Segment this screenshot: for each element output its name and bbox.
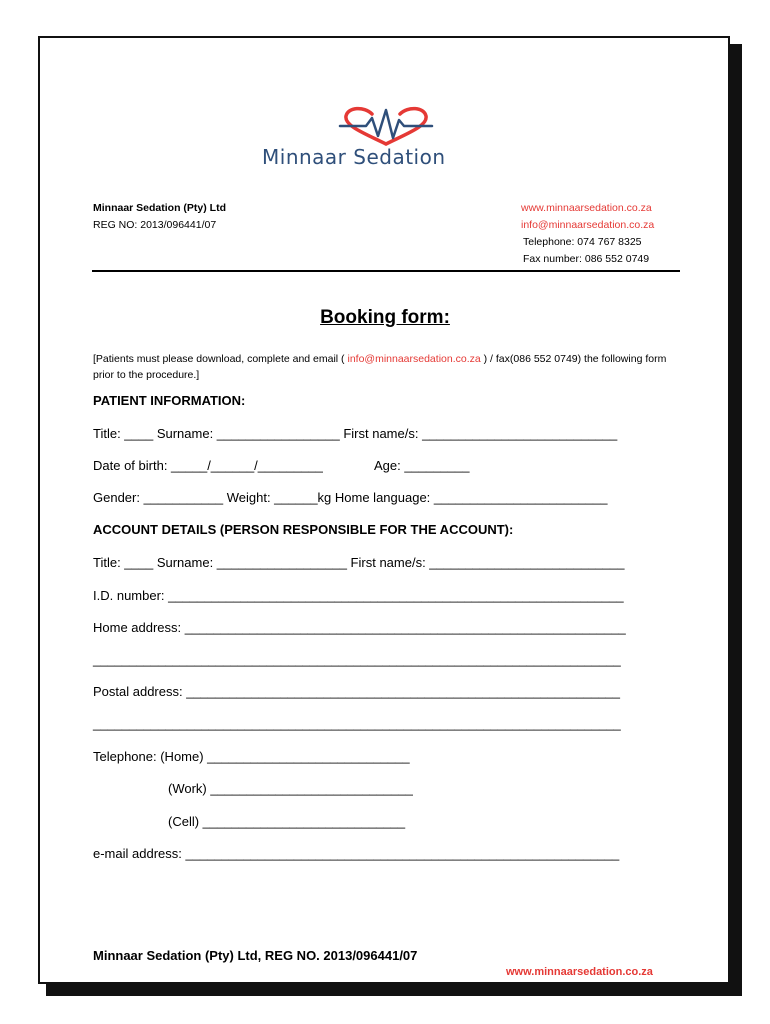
page-border xyxy=(38,36,730,984)
company-telephone: Telephone: 074 767 8325 xyxy=(523,236,642,248)
patient-heading: PATIENT INFORMATION: xyxy=(93,393,246,408)
company-website-link[interactable]: www.minnaarsedation.co.za xyxy=(521,202,652,214)
heart-pulse-icon xyxy=(336,104,436,148)
account-id-line[interactable]: I.D. number: _______________________________________________________________ xyxy=(93,588,624,603)
footer-website-link[interactable]: www.minnaarsedation.co.za xyxy=(506,966,653,978)
account-heading: ACCOUNT DETAILS (PERSON RESPONSIBLE FOR THE ACCOUNT): xyxy=(93,522,514,537)
patient-dob-line[interactable]: Date of birth: _____/______/_________ xyxy=(93,458,323,473)
footer-text: Minnaar Sedation (Pty) Ltd, REG NO. 2013/096441/07 xyxy=(93,948,418,963)
logo-text: Minnaar Sedation xyxy=(262,145,446,169)
company-fax: Fax number: 086 552 0749 xyxy=(523,253,650,265)
note-prefix: [Patients must please download, complete and email ( xyxy=(93,353,348,365)
account-home-address-line[interactable]: Home address: _____________________________________________________________ xyxy=(93,620,626,635)
note-email-link[interactable]: info@minnaarsedation.co.za xyxy=(347,353,481,365)
form-title: Booking form: xyxy=(320,307,450,328)
patient-name-line[interactable]: Title: ____ Surname: _________________ First name/s: ___________________________ xyxy=(93,426,618,441)
company-reg: REG NO: 2013/096441/07 xyxy=(93,219,217,231)
note-suffix: ) / fax(086 552 0749) the following form prior to the procedure.] xyxy=(93,353,667,381)
instructions-note xyxy=(93,351,683,383)
company-email-link[interactable]: info@minnaarsedation.co.za xyxy=(521,219,655,231)
account-home-address-line-2[interactable]: _________________________________________________________________________ xyxy=(93,652,621,667)
account-name-line[interactable]: Title: ____ Surname: __________________ First name/s: ___________________________ xyxy=(93,555,625,570)
patient-gender-line[interactable]: Gender: ___________ Weight: ______kg Home language: ________________________ xyxy=(93,490,608,505)
telephone-home-line[interactable]: Telephone: (Home) ____________________________ xyxy=(93,749,410,764)
company-name: Minnaar Sedation (Pty) Ltd xyxy=(93,202,227,214)
telephone-cell-line[interactable]: (Cell) ____________________________ xyxy=(168,814,406,829)
header-divider xyxy=(92,270,680,272)
patient-age-line[interactable]: Age: _________ xyxy=(374,458,470,473)
telephone-work-line[interactable]: (Work) ____________________________ xyxy=(168,781,413,796)
account-postal-address-line[interactable]: Postal address: ____________________________________________________________ xyxy=(93,684,621,699)
email-address-line[interactable]: e-mail address: ____________________________________________________________ xyxy=(93,846,620,861)
account-postal-address-line-2[interactable]: _________________________________________________________________________ xyxy=(93,716,621,731)
